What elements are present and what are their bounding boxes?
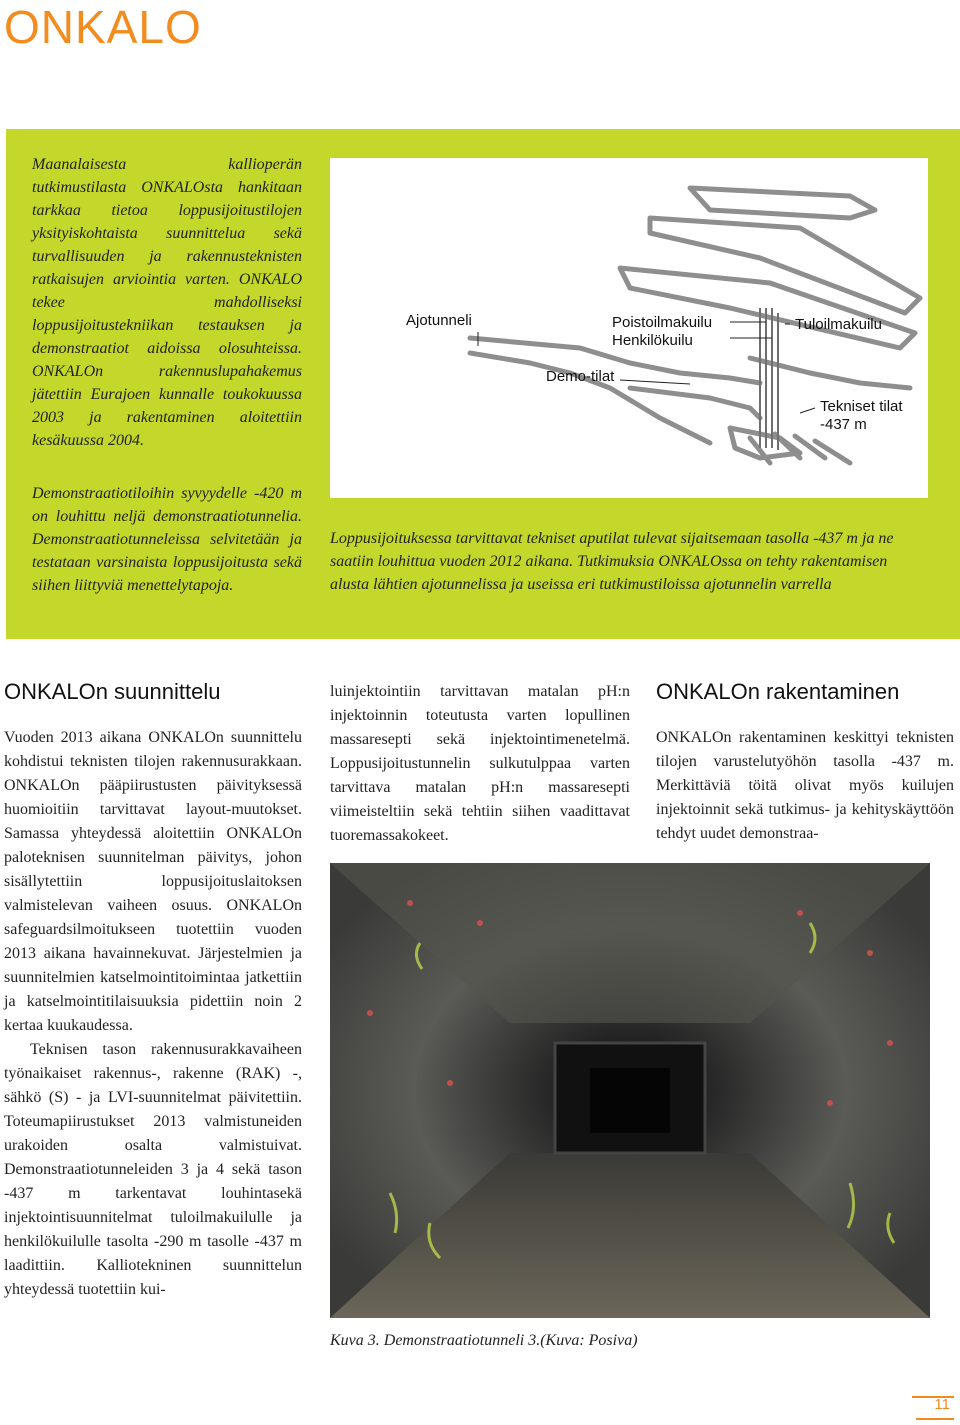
label-tekniset-tilat: Tekniset tilat [820, 398, 903, 415]
intro-paragraph-2: Demonstraatiotiloihin syvyydelle -420 m on louhittu neljä demonstraatiotunnelia. Demonstraatiotunneleissa selvitetään ja testataan varsinaista loppusijoitusta sekä siihen liittyviä menettelytapoja. [32, 485, 302, 594]
page-number-box [912, 1396, 954, 1420]
label-depth: -437 m [820, 416, 867, 433]
column-suunnittelu [4, 680, 302, 1302]
label-ajotunneli: Ajotunneli [406, 312, 472, 329]
column-rakentaminen [656, 680, 954, 846]
label-demo-tilat: Demo-tilat [546, 368, 615, 385]
tunnel-photo [330, 863, 930, 1318]
intro-text [32, 153, 302, 627]
page-title: ONKALO [4, 1, 202, 53]
col3-paragraph: ONKALOn rakentaminen keskittyi teknisten tilojen varustelutyöhön tasolla -437 m. Merkittäviä töitä olivat myös kuilujen injektoinnit sekä tutkimus- ja kehityskäyttöön tehdyt uudet demonstraa- [656, 729, 954, 842]
page-number: 11 [934, 1396, 950, 1413]
diagram-caption: Loppusijoituksessa tarvittavat tekniset aputilat tulevat sijaitsemaan tasolla -437 m ja ne saatiin louhittua vuoden 2012 aikana. Tutkimuksia ONKALOssa on tehty rakentamisen alusta lähtien ajotunnelissa ja useissa eri tutkimustiloissa ajotunnelin varrella [330, 530, 894, 593]
photo-caption: Kuva 3. Demonstraatiotunneli 3.(Kuva: Posiva) [330, 1332, 638, 1349]
col1-paragraph-1: Vuoden 2013 aikana ONKALOn suunnittelu kohdistui teknisten tilojen rakennusurakkaan. ONKALOn pääpiirustusten päivityksessä huomioitiin tarvittavat layout-muutokset. Samassa yhteydessä aloitettiin ONKALOn paloteknisen suunnitelman päivitys, johon sisällytettiin loppusijoituslaitoksen valmistelevan vaiheen osuus. ONKALOn safeguardsilmoitukseen tuotettiin vuoden 2013 aikana havainnekuvat. Järjestelmien ja suunnitelmien katselmointitoimintaa jatkettiin ja katselmointitilaisuuksia pidettiin noin 2 kertaa kuukaudessa. [4, 729, 302, 1034]
label-poistoilmakuilu: Poistoilmakuilu [612, 314, 713, 331]
tunnel-photo-drawing [330, 863, 930, 1318]
onkalo-tunnel-diagram [330, 158, 928, 498]
heading-suunnittelu: ONKALOn suunnittelu [4, 679, 221, 704]
intro-paragraph-1: Maanalaisesta kallioperän tutkimustilasta ONKALOsta hankitaan tarkkaa tietoa loppusijoitustilojen yksityiskohtaista suunnittelua sekä turvallisuuden ja rakennusteknisten ratkaisujen arviointia varten. ONKALO tekee mahdolliseksi loppusijoitustekniikan testauksen ja demonstraatiot aidoissa olosuhteissa. ONKALOn rakennuslupahakemus jätettiin Eurajoen kunnalle toukokuussa 2003 ja rakentaminen aloitettiin kesäkuussa 2004. [32, 156, 302, 449]
col1-paragraph-2: Teknisen tason rakennusurakkavaiheen työnaikaiset rakennus-, rakenne (RAK) -, sähkö (S) - ja LVI-suunnitelmat päivitettiin. Toteumapiirustukset 2013 valmistuneiden urakoiden osalta valmistuivat. Demonstraatiotunneleiden 3 ja 4 sekä tason -437 m tarkentavat louhintasekä injektointisuunnitelmat tuloilmakuilulle ja henkilökuilulle tasolta -290 m tasolle -437 m laadittiin. Kalliotekninen suunnittelun yhteydessä tuotettiin kui- [4, 1041, 302, 1298]
label-tuloilmakuilu: Tuloilmakuilu [795, 316, 882, 333]
heading-rakentaminen: ONKALOn rakentaminen [656, 679, 900, 704]
col2-paragraph: luinjektointiin tarvittavan matalan pH:n injektoinnin toteutusta varten lopullinen massaresepti sekä injektointimenetelmä. Loppusijoitustunnelin sulkutulppaa varten tarvittava matalan pH:n massaresepti viimeisteltiin sekä tehtiin siihen vaadittavat tuoremassakokeet. [330, 683, 630, 844]
label-henkilokuilu: Henkilökuilu [612, 332, 693, 349]
column-middle [330, 680, 630, 848]
